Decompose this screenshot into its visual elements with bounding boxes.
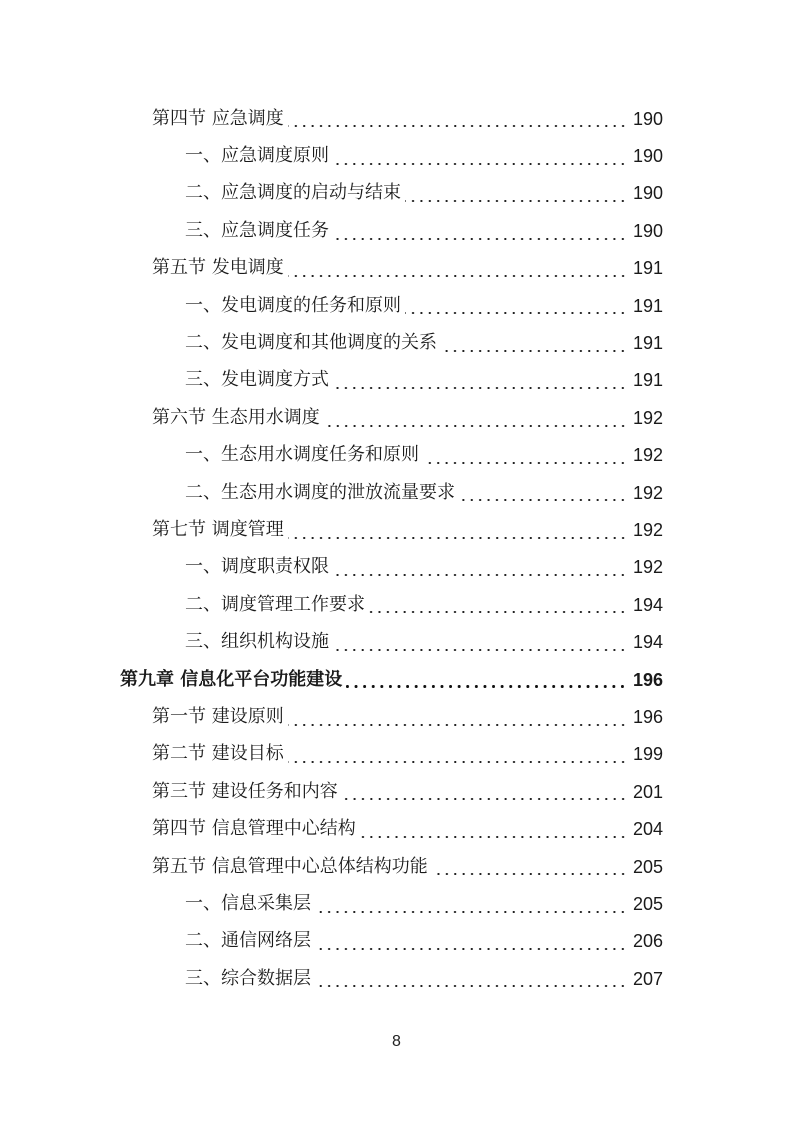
toc-entry-page: 190 bbox=[633, 146, 664, 167]
toc-dot-leader bbox=[288, 724, 627, 726]
toc-entry-label: 第一节 建设原则 bbox=[152, 705, 284, 727]
toc-entry-label: 二、生态用水调度的泄放流量要求 bbox=[185, 481, 455, 503]
toc-subsection-entry[interactable] bbox=[0, 549, 793, 586]
toc-dot-leader bbox=[324, 425, 627, 427]
toc-entry-label: 三、组织机构设施 bbox=[185, 631, 329, 653]
table-of-contents bbox=[0, 100, 793, 997]
toc-entry-label: 三、综合数据层 bbox=[185, 967, 311, 989]
toc-entry-page: 194 bbox=[633, 594, 664, 615]
toc-dot-leader bbox=[333, 387, 627, 389]
toc-entry-page: 194 bbox=[633, 632, 664, 653]
toc-dot-leader bbox=[346, 685, 627, 688]
toc-dot-leader bbox=[288, 761, 627, 763]
toc-entry-page: 192 bbox=[633, 407, 664, 428]
toc-subsection-entry[interactable] bbox=[0, 586, 793, 623]
toc-dot-leader bbox=[288, 275, 627, 277]
toc-entry-label: 三、发电调度方式 bbox=[185, 369, 329, 391]
toc-dot-leader bbox=[423, 462, 627, 464]
toc-section-entry[interactable] bbox=[0, 100, 793, 137]
toc-subsection-entry[interactable] bbox=[0, 137, 793, 174]
toc-subsection-entry[interactable] bbox=[0, 212, 793, 249]
toc-dot-leader bbox=[360, 836, 627, 838]
toc-subsection-entry[interactable] bbox=[0, 362, 793, 399]
toc-entry-page: 191 bbox=[633, 333, 664, 354]
toc-dot-leader bbox=[333, 574, 627, 576]
toc-subsection-entry[interactable] bbox=[0, 437, 793, 474]
toc-entry-label: 第二节 建设目标 bbox=[152, 743, 284, 765]
toc-entry-label: 第六节 生态用水调度 bbox=[152, 406, 320, 428]
toc-entry-label: 二、调度管理工作要求 bbox=[185, 593, 365, 615]
toc-entry-label: 第三节 建设任务和内容 bbox=[152, 780, 338, 802]
toc-subsection-entry[interactable] bbox=[0, 623, 793, 660]
toc-entry-label: 二、通信网络层 bbox=[185, 930, 311, 952]
toc-entry-label: 第四节 应急调度 bbox=[152, 107, 284, 129]
toc-entry-page: 191 bbox=[633, 370, 664, 391]
toc-dot-leader bbox=[288, 125, 627, 127]
toc-section-entry[interactable] bbox=[0, 399, 793, 436]
toc-section-entry[interactable] bbox=[0, 250, 793, 287]
toc-dot-leader bbox=[405, 312, 627, 314]
toc-dot-leader bbox=[432, 873, 627, 875]
toc-entry-page: 196 bbox=[633, 669, 664, 690]
toc-entry-label: 一、发电调度的任务和原则 bbox=[185, 294, 401, 316]
toc-dot-leader bbox=[459, 499, 627, 501]
toc-dot-leader bbox=[333, 649, 627, 651]
toc-section-entry[interactable] bbox=[0, 698, 793, 735]
toc-dot-leader bbox=[441, 350, 627, 352]
toc-subsection-entry[interactable] bbox=[0, 175, 793, 212]
toc-subsection-entry[interactable] bbox=[0, 960, 793, 997]
toc-subsection-entry[interactable] bbox=[0, 885, 793, 922]
toc-entry-page: 192 bbox=[633, 519, 664, 540]
toc-section-entry[interactable] bbox=[0, 736, 793, 773]
toc-entry-label: 二、发电调度和其他调度的关系 bbox=[185, 332, 437, 354]
toc-dot-leader bbox=[315, 985, 627, 987]
toc-entry-label: 一、应急调度原则 bbox=[185, 145, 329, 167]
toc-dot-leader bbox=[315, 948, 627, 950]
toc-entry-label: 一、信息采集层 bbox=[185, 892, 311, 914]
toc-entry-page: 191 bbox=[633, 258, 664, 279]
page-number: 8 bbox=[392, 1033, 401, 1050]
toc-dot-leader bbox=[369, 611, 627, 613]
toc-entry-page: 205 bbox=[633, 856, 664, 877]
toc-entry-label: 第五节 信息管理中心总体结构功能 bbox=[152, 855, 428, 877]
toc-chapter-entry[interactable] bbox=[0, 661, 793, 698]
toc-subsection-entry[interactable] bbox=[0, 474, 793, 511]
toc-entry-label: 一、调度职责权限 bbox=[185, 556, 329, 578]
toc-entry-page: 204 bbox=[633, 819, 664, 840]
toc-entry-label: 三、应急调度任务 bbox=[185, 219, 329, 241]
toc-dot-leader bbox=[333, 163, 627, 165]
toc-entry-page: 199 bbox=[633, 744, 664, 765]
toc-dot-leader bbox=[342, 798, 627, 800]
toc-entry-page: 190 bbox=[633, 183, 664, 204]
toc-entry-label: 一、生态用水调度任务和原则 bbox=[185, 444, 419, 466]
toc-entry-page: 207 bbox=[633, 968, 664, 989]
toc-entry-label: 二、应急调度的启动与结束 bbox=[185, 182, 401, 204]
toc-section-entry[interactable] bbox=[0, 511, 793, 548]
toc-entry-page: 192 bbox=[633, 445, 664, 466]
toc-entry-page: 205 bbox=[633, 893, 664, 914]
toc-entry-page: 206 bbox=[633, 931, 664, 952]
toc-dot-leader bbox=[315, 911, 627, 913]
toc-dot-leader bbox=[333, 238, 627, 240]
toc-subsection-entry[interactable] bbox=[0, 923, 793, 960]
toc-section-entry[interactable] bbox=[0, 773, 793, 810]
toc-dot-leader bbox=[288, 537, 627, 539]
toc-entry-page: 196 bbox=[633, 706, 664, 727]
toc-entry-page: 192 bbox=[633, 557, 664, 578]
toc-entry-page: 191 bbox=[633, 295, 664, 316]
toc-entry-label: 第四节 信息管理中心结构 bbox=[152, 818, 356, 840]
toc-subsection-entry[interactable] bbox=[0, 287, 793, 324]
toc-entry-page: 190 bbox=[633, 220, 664, 241]
toc-entry-label: 第九章 信息化平台功能建设 bbox=[120, 668, 343, 690]
toc-entry-label: 第七节 调度管理 bbox=[152, 518, 284, 540]
toc-entry-label: 第五节 发电调度 bbox=[152, 257, 284, 279]
toc-dot-leader bbox=[405, 200, 627, 202]
toc-entry-page: 190 bbox=[633, 108, 664, 129]
toc-section-entry[interactable] bbox=[0, 810, 793, 847]
toc-subsection-entry[interactable] bbox=[0, 324, 793, 361]
toc-entry-page: 192 bbox=[633, 482, 664, 503]
toc-section-entry[interactable] bbox=[0, 848, 793, 885]
toc-entry-page: 201 bbox=[633, 781, 664, 802]
